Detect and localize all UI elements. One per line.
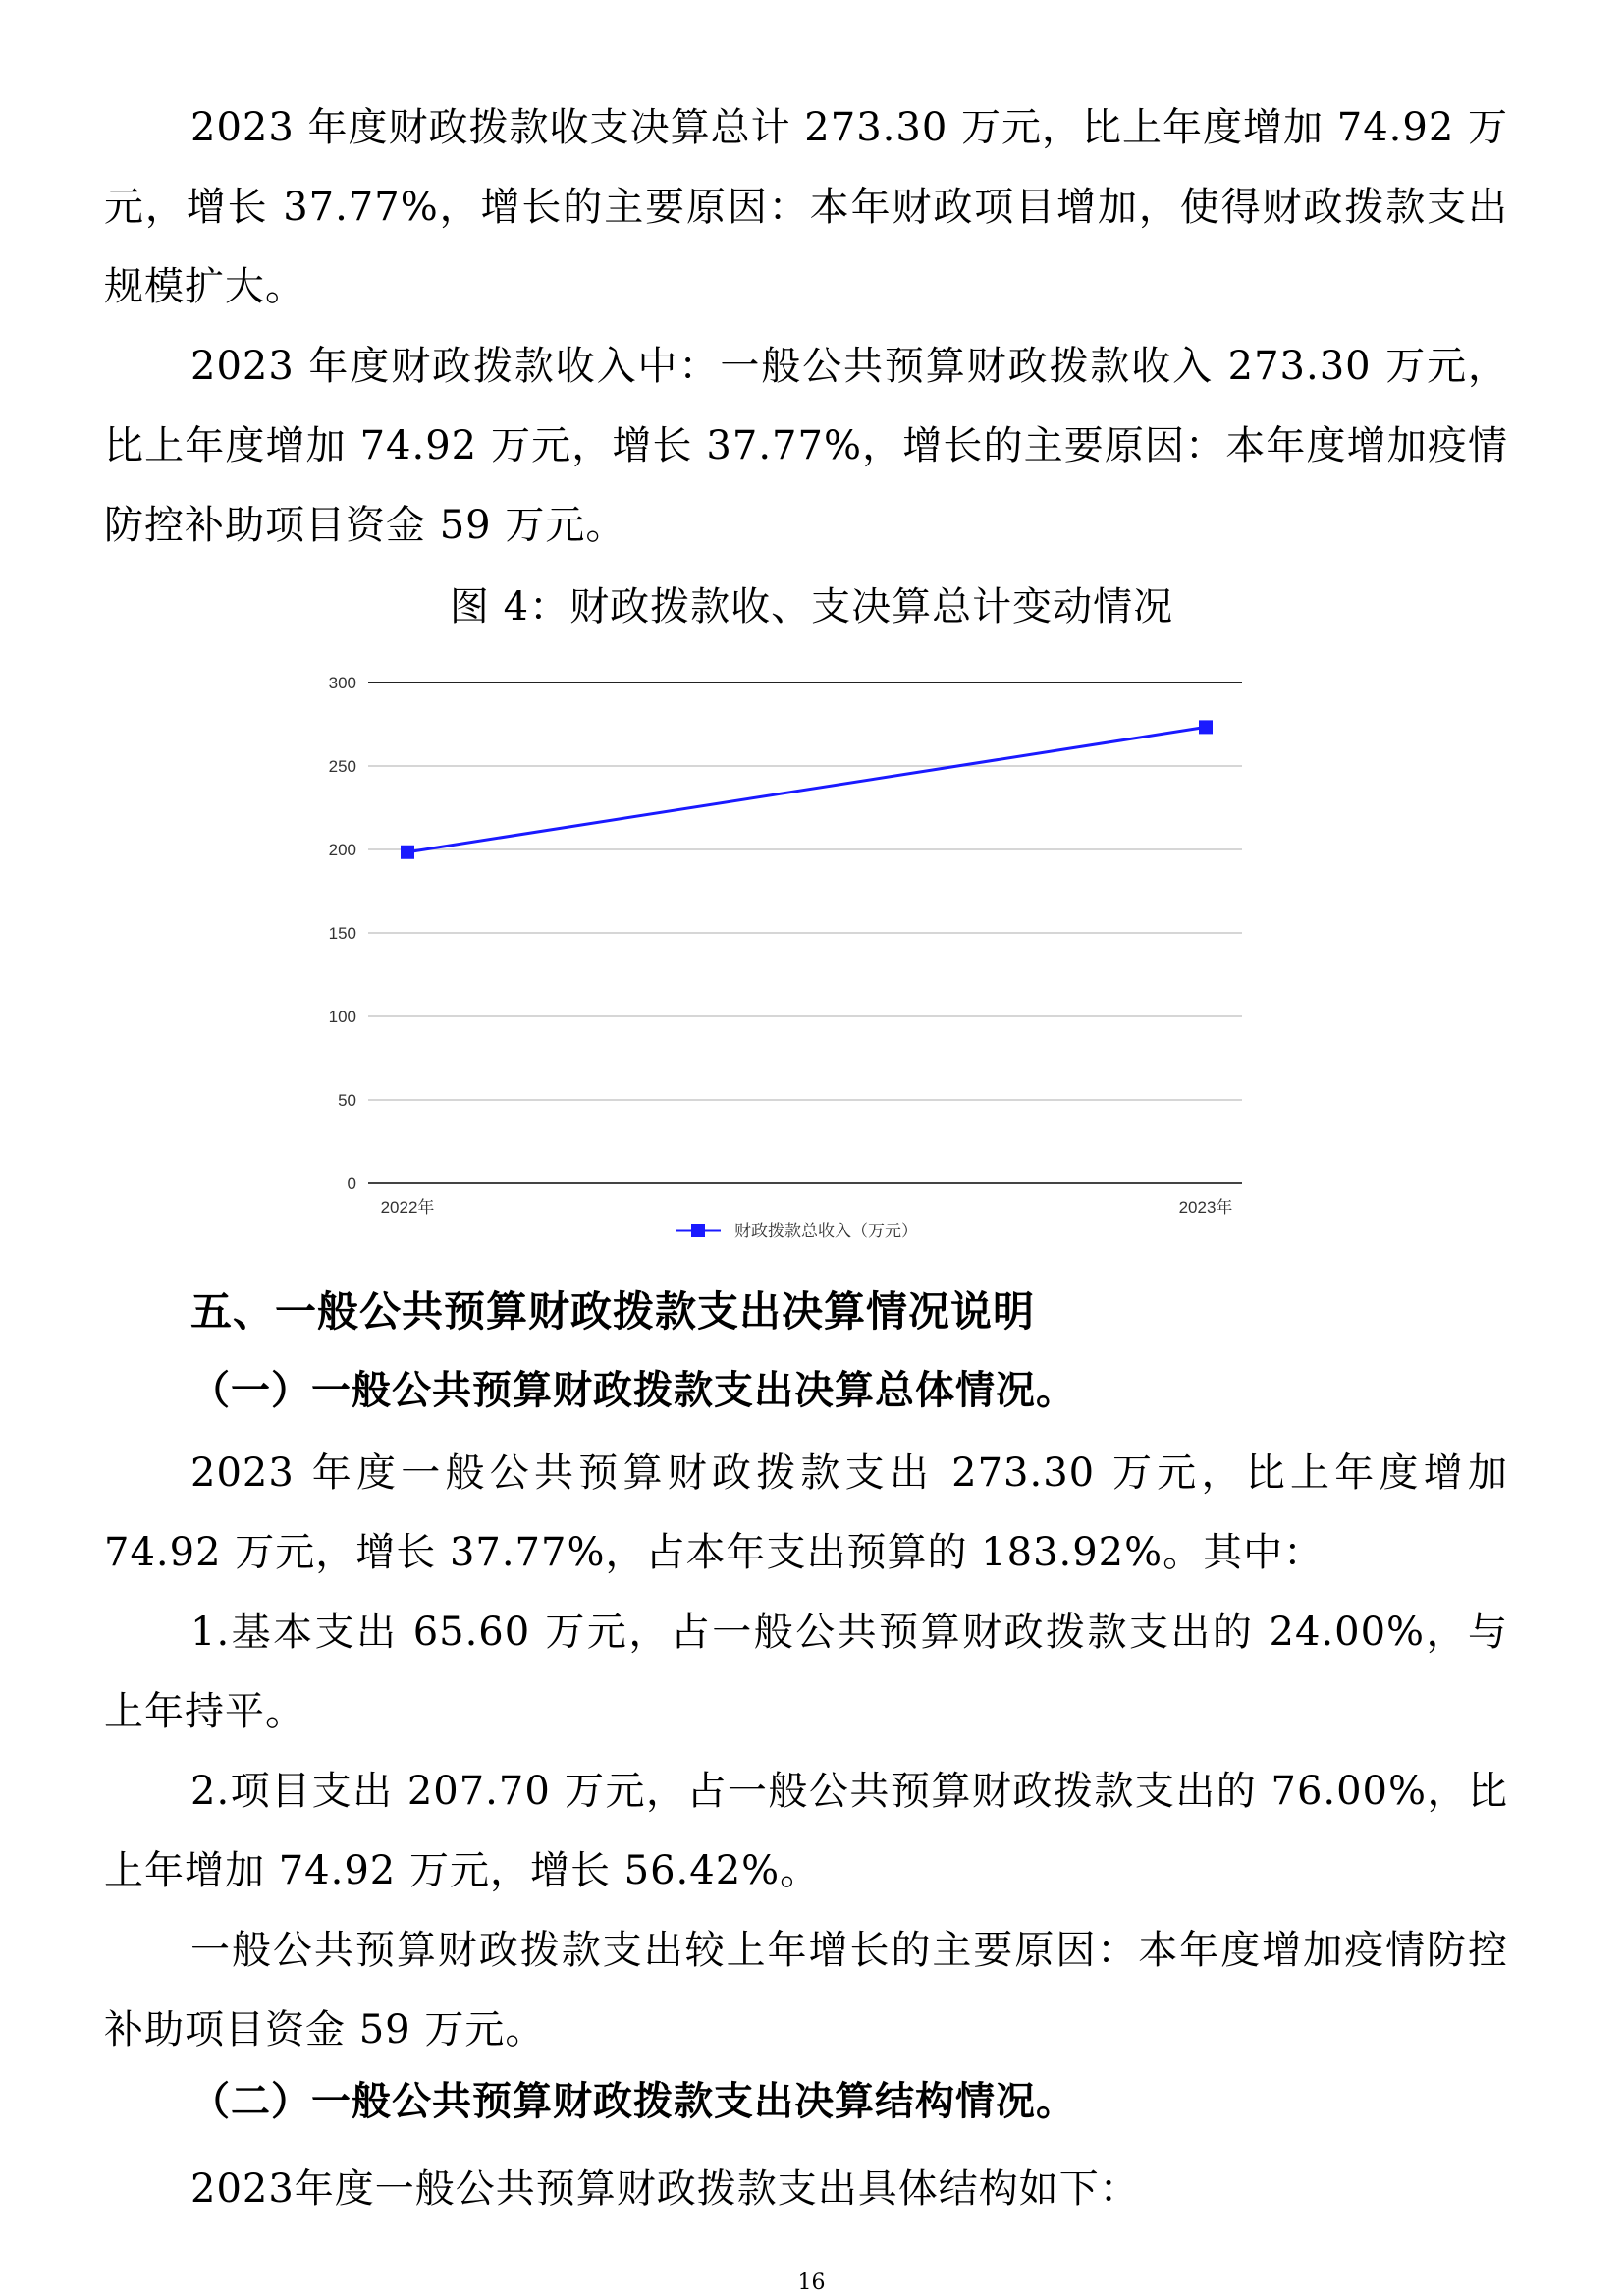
paragraph-structure-intro: 2023年度一般公共预算财政拨款支出具体结构如下：	[190, 2166, 1140, 2212]
legend-marker	[691, 1224, 705, 1237]
paragraph-expense-total: 2023 年度一般公共预算财政拨款支出 273.30 万元，比上年度增加 74.92 万元，增长 37.77%，占本年支出预算的 183.92%。其中：	[104, 1450, 1508, 1575]
data-point	[401, 846, 414, 859]
x-tick-label: 2023年	[1178, 1198, 1233, 1217]
series-line	[407, 727, 1206, 851]
paragraph-basic-expense: 1.基本支出 65.60 万元，占一般公共预算财政拨款支出的 24.00%，与上年持平。	[104, 1610, 1508, 1734]
y-tick-label: 50	[338, 1091, 356, 1110]
data-point	[1199, 720, 1213, 734]
y-tick-label: 100	[328, 1008, 356, 1026]
x-tick-label: 2022年	[380, 1198, 435, 1217]
section-heading: 五、一般公共预算财政拨款支出决算情况说明	[190, 1287, 1036, 1336]
legend-label: 财政拨款总收入（万元）	[734, 1222, 918, 1240]
paragraph-income-detail: 2023 年度财政拨款收入中：一般公共预算财政拨款收入 273.30 万元，比上年度增加 74.92 万元，增长 37.77%，增长的主要原因：本年度增加疫情防控补助项目资金 59 万元。	[104, 344, 1508, 548]
line-chart	[295, 653, 1257, 1262]
figure-title: 图 4：财政拨款收、支决算总计变动情况	[449, 584, 1174, 629]
page-number: 16	[797, 2270, 826, 2295]
paragraph-project-expense: 2.项目支出 207.70 万元，占一般公共预算财政拨款支出的 76.00%，比上年增加 74.92 万元，增长 56.42%。	[104, 1769, 1508, 1893]
subsection-heading-overall: （一）一般公共预算财政拨款支出决算总体情况。	[190, 1367, 1076, 1413]
subsection-heading-structure: （二）一般公共预算财政拨款支出决算结构情况。	[190, 2078, 1076, 2124]
paragraph-increase-reason: 一般公共预算财政拨款支出较上年增长的主要原因：本年度增加疫情防控补助项目资金 59 万元。	[104, 1928, 1508, 2052]
y-tick-label: 250	[328, 757, 356, 776]
y-tick-label: 200	[328, 841, 356, 859]
y-tick-label: 150	[328, 924, 356, 943]
y-tick-label: 0	[347, 1175, 356, 1193]
paragraph-total-income-expense: 2023 年度财政拨款收支决算总计 273.30 万元，比上年度增加 74.92 万元，增长 37.77%，增长的主要原因：本年财政项目增加，使得财政拨款支出规模扩大。	[104, 105, 1508, 309]
y-tick-label: 300	[328, 674, 356, 692]
